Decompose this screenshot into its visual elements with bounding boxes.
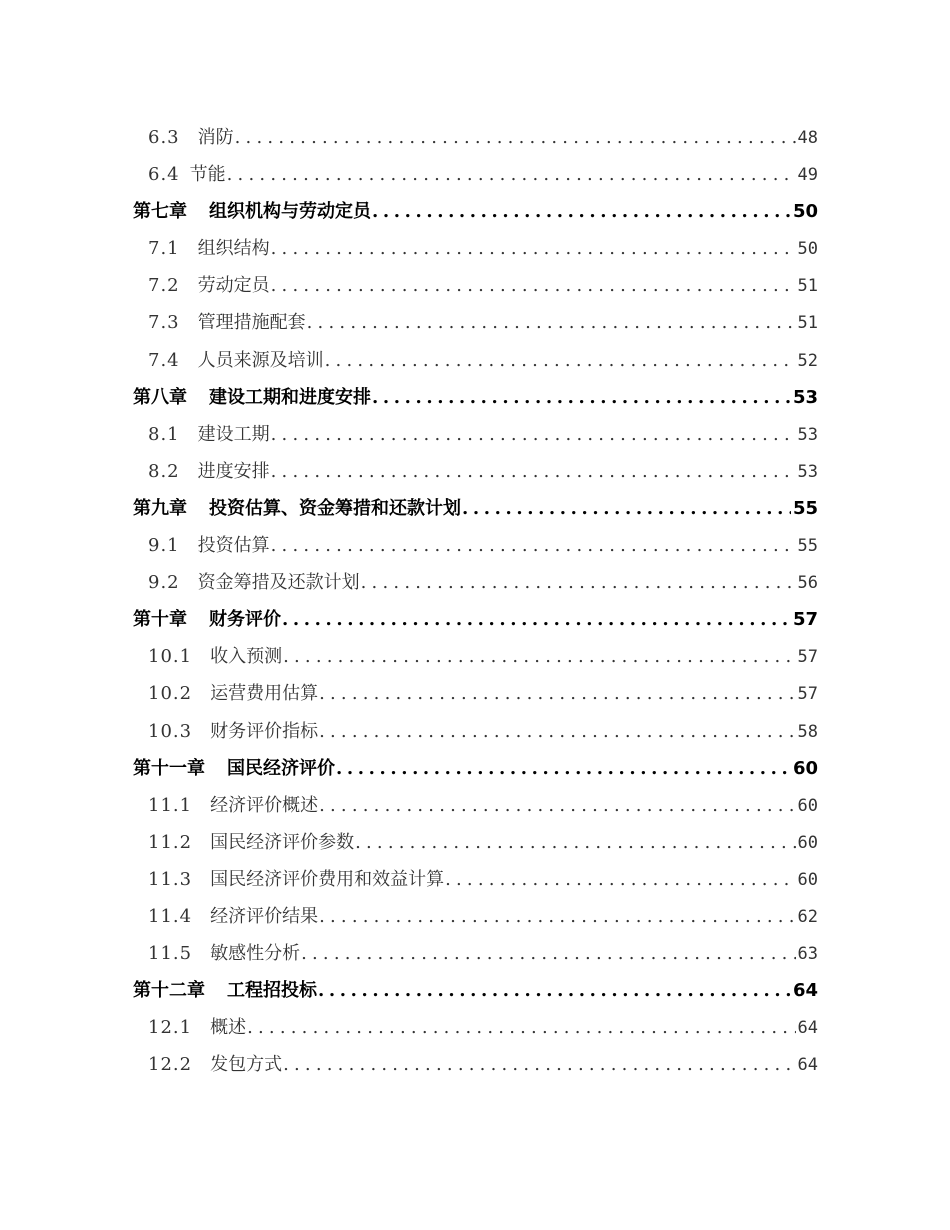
toc-section-entry[interactable] <box>133 230 818 267</box>
toc-entry-title: 敏感性分析 <box>210 943 301 965</box>
toc-entry-number: 11.3 <box>148 868 193 890</box>
dot-leader <box>246 1009 795 1046</box>
toc-entry-page-number: 53 <box>792 386 818 408</box>
table-of-contents <box>133 119 818 1083</box>
toc-entry-number: 8.1 <box>148 423 180 445</box>
toc-entry-page-number: 48 <box>797 128 818 148</box>
toc-entry-page-number: 63 <box>797 944 818 965</box>
dot-leader <box>318 675 795 712</box>
dot-leader <box>270 416 796 453</box>
toc-section-entry[interactable] <box>133 416 818 453</box>
toc-entry-title: 运营费用估算 <box>210 683 319 705</box>
dot-leader <box>270 230 796 267</box>
toc-entry-number: 第十二章 <box>133 980 205 1002</box>
toc-entry-page-number: 58 <box>797 721 818 742</box>
toc-section-entry[interactable] <box>133 935 818 972</box>
toc-entry-page-number: 60 <box>797 832 818 853</box>
toc-entry-title: 收入预测 <box>210 646 283 668</box>
toc-entry-number: 9.1 <box>148 535 180 557</box>
toc-entry-number: 第十章 <box>133 609 187 631</box>
toc-entry-title: 经济评价结果 <box>210 905 319 927</box>
toc-entry-number: 8.2 <box>148 460 180 482</box>
dot-leader <box>335 750 791 787</box>
toc-entry-page-number: 49 <box>797 165 818 186</box>
toc-section-entry[interactable] <box>133 527 818 564</box>
toc-section-entry[interactable] <box>133 304 818 341</box>
toc-entry-page-number: 64 <box>797 1055 818 1076</box>
toc-entry-title: 国民经济评价费用和效益计算 <box>210 868 445 890</box>
toc-section-entry[interactable] <box>133 119 818 156</box>
toc-entry-title: 资金筹措及还款计划 <box>197 572 360 594</box>
toc-entry-page-number: 60 <box>797 869 818 890</box>
dot-leader <box>300 935 795 972</box>
toc-entry-number: 7.2 <box>148 275 180 297</box>
toc-entry-number: 第十一章 <box>133 757 205 779</box>
toc-entry-title: 组织机构与劳动定员 <box>209 201 371 223</box>
toc-entry-title: 劳动定员 <box>197 275 270 297</box>
toc-entry-title: 投资估算、资金筹措和还款计划 <box>209 497 461 519</box>
dot-leader <box>360 564 796 601</box>
toc-entry-title: 进度安排 <box>197 460 270 482</box>
toc-entry-number: 7.3 <box>148 312 180 334</box>
toc-entry-number: 第九章 <box>133 497 187 519</box>
toc-section-entry[interactable] <box>133 156 818 193</box>
toc-entry-number: 7.4 <box>148 349 180 371</box>
toc-entry-title: 概述 <box>210 1017 247 1039</box>
toc-section-entry[interactable] <box>133 824 818 861</box>
toc-entry-title: 节能 <box>189 164 226 186</box>
toc-entry-title: 组织结构 <box>197 238 270 260</box>
toc-entry-page-number: 52 <box>797 350 818 371</box>
toc-entry-page-number: 57 <box>797 684 818 705</box>
toc-chapter-entry[interactable] <box>133 601 818 638</box>
toc-entry-number: 第七章 <box>133 201 187 223</box>
toc-entry-number: 10.3 <box>148 720 193 742</box>
toc-entry-number: 10.2 <box>148 683 193 705</box>
toc-section-entry[interactable] <box>133 564 818 601</box>
toc-entry-title: 财务评价 <box>209 609 281 631</box>
toc-section-entry[interactable] <box>133 898 818 935</box>
toc-section-entry[interactable] <box>133 453 818 490</box>
toc-section-entry[interactable] <box>133 1009 818 1046</box>
toc-entry-number: 6.4 <box>148 164 180 186</box>
toc-entry-title: 人员来源及培训 <box>197 349 324 371</box>
toc-entry-title: 国民经济评价 <box>227 757 335 779</box>
toc-entry-page-number: 50 <box>797 239 818 260</box>
dot-leader <box>461 490 791 527</box>
toc-entry-title: 建设工期 <box>197 423 270 445</box>
toc-chapter-entry[interactable] <box>133 750 818 787</box>
dot-leader <box>226 156 796 193</box>
dot-leader <box>371 193 791 230</box>
toc-entry-number: 10.1 <box>148 646 193 668</box>
toc-entry-page-number: 57 <box>792 609 818 631</box>
toc-entry-title: 管理措施配套 <box>197 312 306 334</box>
dot-leader <box>270 453 796 490</box>
dot-leader <box>270 527 796 564</box>
toc-entry-page-number: 53 <box>797 461 818 482</box>
toc-entry-page-number: 60 <box>797 795 818 816</box>
toc-entry-number: 11.1 <box>148 794 193 816</box>
toc-entry-page-number: 60 <box>792 757 818 779</box>
toc-entry-title: 财务评价指标 <box>210 720 319 742</box>
dot-leader <box>281 601 791 638</box>
toc-section-entry[interactable] <box>133 638 818 675</box>
toc-entry-page-number: 55 <box>792 497 818 519</box>
toc-entry-page-number: 55 <box>797 536 818 557</box>
dot-leader <box>270 267 796 304</box>
dot-leader <box>318 713 795 750</box>
toc-chapter-entry[interactable] <box>133 379 818 416</box>
toc-entry-page-number: 51 <box>797 313 818 334</box>
dot-leader <box>371 379 791 416</box>
toc-chapter-entry[interactable] <box>133 490 818 527</box>
toc-entry-title: 建设工期和进度安排 <box>209 386 371 408</box>
toc-entry-page-number: 64 <box>797 1018 818 1039</box>
toc-entry-page-number: 56 <box>797 573 818 594</box>
toc-entry-number: 9.2 <box>148 572 180 594</box>
dot-leader <box>318 787 795 824</box>
toc-entry-page-number: 53 <box>797 424 818 445</box>
toc-chapter-entry[interactable] <box>133 972 818 1009</box>
toc-section-entry[interactable] <box>133 713 818 750</box>
toc-entry-number: 12.2 <box>148 1054 193 1076</box>
dot-leader <box>324 342 796 379</box>
dot-leader <box>318 898 795 935</box>
toc-section-entry[interactable] <box>133 342 818 379</box>
toc-entry-number: 12.1 <box>148 1017 193 1039</box>
toc-section-entry[interactable] <box>133 675 818 712</box>
toc-entry-title: 国民经济评价参数 <box>210 831 355 853</box>
toc-entry-page-number: 51 <box>797 276 818 297</box>
toc-entry-title: 消防 <box>197 127 234 148</box>
toc-chapter-entry[interactable] <box>133 193 818 230</box>
toc-entry-page-number: 62 <box>797 906 818 927</box>
toc-entry-title: 发包方式 <box>210 1054 283 1076</box>
toc-entry-number: 6.3 <box>148 127 180 148</box>
dot-leader <box>282 1046 795 1083</box>
toc-entry-page-number: 57 <box>797 647 818 668</box>
toc-entry-title: 投资估算 <box>197 535 270 557</box>
toc-entry-title: 经济评价概述 <box>210 794 319 816</box>
toc-entry-title: 工程招投标 <box>227 980 317 1002</box>
dot-leader <box>306 304 796 341</box>
toc-entry-page-number: 50 <box>792 201 818 223</box>
toc-section-entry[interactable] <box>133 861 818 898</box>
toc-entry-number: 11.2 <box>148 831 193 853</box>
toc-entry-number: 第八章 <box>133 386 187 408</box>
toc-entry-page-number: 64 <box>792 980 818 1002</box>
dot-leader <box>317 972 791 1009</box>
dot-leader <box>354 824 795 861</box>
toc-section-entry[interactable] <box>133 1046 818 1083</box>
dot-leader <box>282 638 795 675</box>
dot-leader <box>234 119 796 156</box>
toc-section-entry[interactable] <box>133 267 818 304</box>
toc-section-entry[interactable] <box>133 787 818 824</box>
toc-entry-number: 11.4 <box>148 905 193 927</box>
toc-entry-number: 7.1 <box>148 238 180 260</box>
toc-entry-number: 11.5 <box>148 943 193 965</box>
dot-leader <box>444 861 795 898</box>
